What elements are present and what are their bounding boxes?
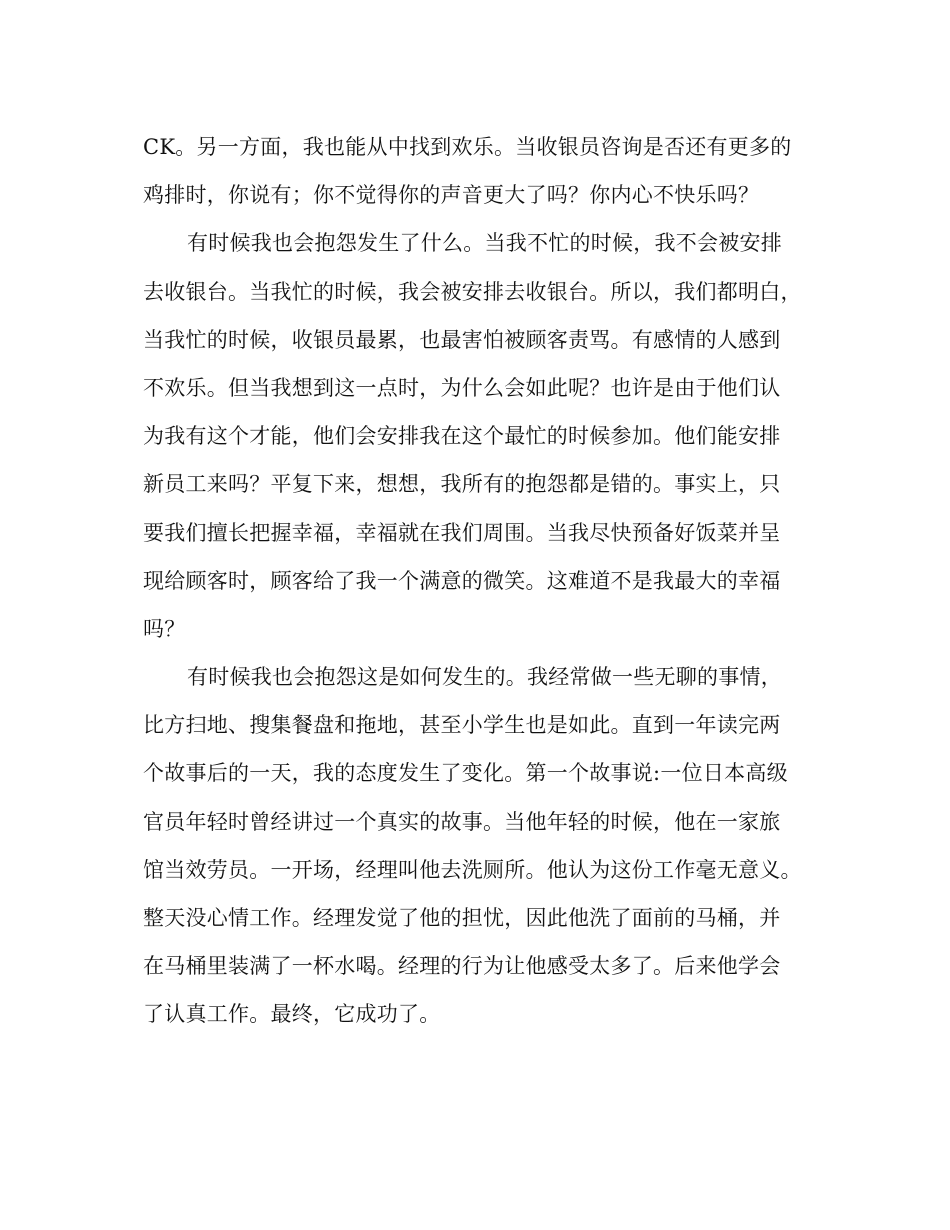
paragraph-2 xyxy=(143,219,825,653)
text-line: 吗？ xyxy=(143,616,186,641)
text-line: 整天没心情工作。经理发觉了他的担忧，因此他洗了面前的马桶，并 xyxy=(143,906,781,930)
paragraph-1 xyxy=(143,123,825,219)
text-line: 去收银台。当我忙的时候，我会被安排去收银台。所以，我们都明白， xyxy=(143,279,802,304)
text-line: 在马桶里装满了一杯水喝。经理的行为让他感受太多了。后来他学会 xyxy=(143,954,781,979)
text-line: 了认真工作。最终，它成功了。 xyxy=(143,1002,441,1027)
text-line: 新员工来吗？平复下来，想想，我所有的抱怨都是错的。事实上，只 xyxy=(143,472,781,497)
text-line: 不欢乐。但当我想到这一点时，为什么会如此呢？也许是由于他们认 xyxy=(143,375,781,400)
text-line: 要我们擅长把握幸福，幸福就在我们周围。当我尽快预备好饭菜并呈 xyxy=(143,520,781,545)
text-line: 为我有这个才能，他们会安排我在这个最忙的时候参加。他们能安排 xyxy=(143,424,781,449)
document-body xyxy=(143,123,825,1039)
text-line: CK。另一方面，我也能从中找到欢乐。当收银员咨询是否还有更多的 xyxy=(143,135,792,159)
text-line: 官员年轻时曾经讲过一个真实的故事。当他年轻的时候，他在一家旅 xyxy=(143,809,781,834)
text-line: 现给顾客时，顾客给了我一个满意的微笑。这难道不是我最大的幸福 xyxy=(143,568,781,593)
text-line: 有时候我也会抱怨这是如何发生的。我经常做一些无聊的事情， xyxy=(187,665,782,690)
text-line: 鸡排时，你说有；你不觉得你的声音更大了吗？你内心不快乐吗？ xyxy=(143,183,760,208)
paragraph-3 xyxy=(143,653,825,1039)
text-line: 当我忙的时候，收银员最累，也最害怕被顾客责骂。有感情的人感到 xyxy=(143,327,781,352)
text-line: 个故事后的一天，我的态度发生了变化。第一个故事说:一位日本高级 xyxy=(143,761,788,786)
text-line: 有时候我也会抱怨发生了什么。当我不忙的时候，我不会被安排 xyxy=(187,231,782,256)
text-line: 馆当效劳员。一开场，经理叫他去洗厕所。他认为这份工作毫无意义。 xyxy=(143,857,802,882)
text-line: 比方扫地、搜集餐盘和拖地，甚至小学生也是如此。直到一年读完两 xyxy=(143,713,781,738)
